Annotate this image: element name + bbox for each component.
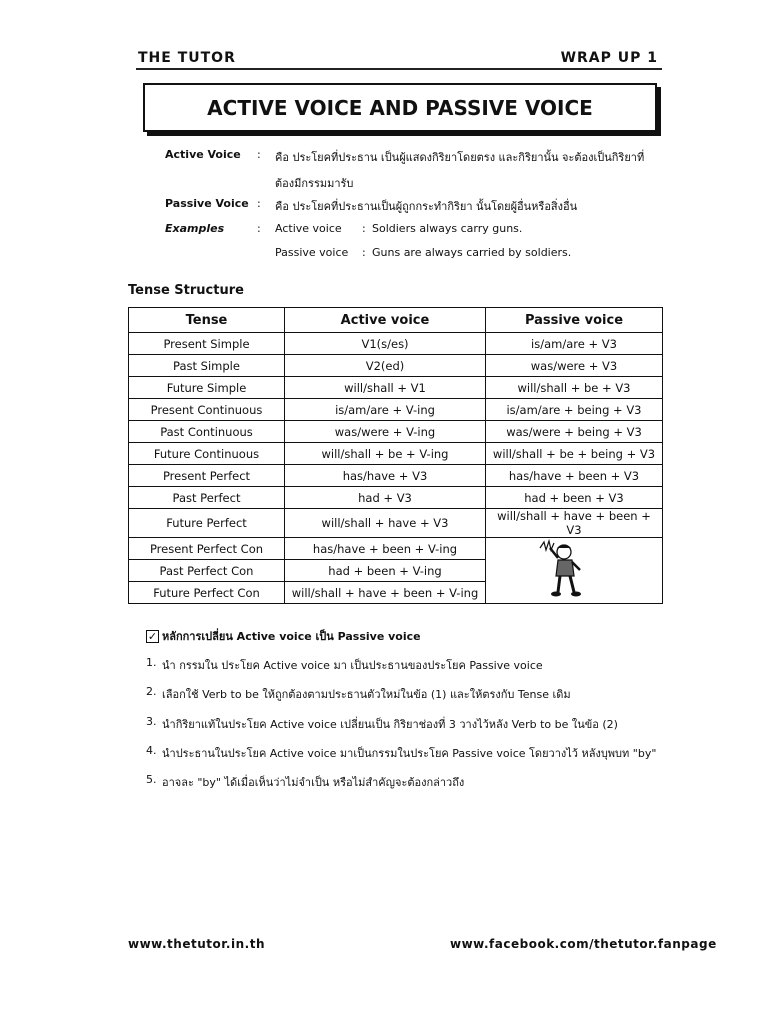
- cell-tense: Present Continuous: [129, 399, 285, 421]
- cell-active: is/am/are + V-ing: [285, 399, 486, 421]
- colon: :: [257, 197, 261, 210]
- step-text: นำประธานในประโยค Active voice มาเป็นกรรมในประโยค Passive voice โดยวางไว้ หลังบุพบท "by": [162, 747, 657, 760]
- cell-passive: will/shall + be + V3: [486, 377, 663, 399]
- step-number: 3.: [146, 715, 157, 728]
- cell-tense: Future Perfect Con: [129, 582, 285, 604]
- header-tense: Tense: [129, 308, 285, 333]
- cell-active: was/were + V-ing: [285, 421, 486, 443]
- cell-active: had + been + V-ing: [285, 560, 486, 582]
- table-row: [129, 399, 663, 421]
- step-text: เลือกใช้ Verb to be ให้ถูกต้องตามประธานตัวใหม่ในข้อ (1) และให้ตรงกับ Tense เดิม: [162, 688, 571, 701]
- cell-active: had + V3: [285, 487, 486, 509]
- table-row: [129, 421, 663, 443]
- step-number: 1.: [146, 656, 157, 669]
- table-row: [129, 465, 663, 487]
- cell-passive: was/were + V3: [486, 355, 663, 377]
- term-examples: Examples: [165, 222, 225, 235]
- step-text: นำ กรรมใน ประโยค Active voice มา เป็นประธานของประโยค Passive voice: [162, 659, 543, 672]
- table-header-row: [129, 308, 663, 333]
- desc-active-2: ต้องมีกรรมมารับ: [275, 177, 354, 190]
- steps-title: [146, 627, 421, 645]
- mascot-cell: [486, 538, 663, 604]
- table-row: [129, 377, 663, 399]
- cell-tense: Present Perfect Con: [129, 538, 285, 560]
- table-row: [129, 333, 663, 355]
- cell-tense: Past Perfect Con: [129, 560, 285, 582]
- table-row: [129, 443, 663, 465]
- cell-tense: Present Simple: [129, 333, 285, 355]
- header-active: Active voice: [285, 308, 486, 333]
- desc-active: คือ ประโยคที่ประธาน เป็นผู้แสดงกิริยาโดยตรง และกิริยานั้น จะต้องเป็นกิริยาที่: [275, 151, 645, 164]
- cell-passive: was/were + being + V3: [486, 421, 663, 443]
- tense-table: [128, 307, 663, 604]
- cell-active: will/shall + be + V-ing: [285, 443, 486, 465]
- table-row: [129, 487, 663, 509]
- step-text: อาจละ "by" ได้เมื่อเห็นว่าไม่จำเป็น หรือไม่สำคัญจะต้องกล่าวถึง: [162, 776, 465, 789]
- header-brand: THE TUTOR: [138, 50, 236, 66]
- colon: :: [257, 148, 261, 161]
- cell-passive: will/shall + be + being + V3: [486, 443, 663, 465]
- example-2-colon: :: [362, 246, 366, 259]
- mascot-illustration: [534, 538, 614, 600]
- cell-tense: Past Continuous: [129, 421, 285, 443]
- cell-tense: Past Perfect: [129, 487, 285, 509]
- cell-active: V2(ed): [285, 355, 486, 377]
- cell-active: will/shall + have + V3: [285, 509, 486, 538]
- cell-passive: is/am/are + being + V3: [486, 399, 663, 421]
- term-passive: Passive Voice: [165, 197, 249, 210]
- example-1-text: Soldiers always carry guns.: [372, 222, 523, 235]
- cell-tense: Present Perfect: [129, 465, 285, 487]
- step-text: นำกิริยาแท้ในประโยค Active voice เปลี่ยนเป็น กิริยาช่องที่ 3 วางไว้หลัง Verb to be ในข้อ (2): [162, 718, 618, 731]
- header-unit: WRAP UP 1: [560, 50, 658, 66]
- step-number: 5.: [146, 773, 157, 786]
- table-row: [129, 538, 663, 560]
- cell-passive: is/am/are + V3: [486, 333, 663, 355]
- cell-tense: Past Simple: [129, 355, 285, 377]
- steps-title-text: หลักการเปลี่ยน Active voice เป็น Passive voice: [162, 630, 421, 643]
- table-row: [129, 355, 663, 377]
- cell-active: will/shall + V1: [285, 377, 486, 399]
- term-active: Active Voice: [165, 148, 241, 161]
- step-number: 2.: [146, 685, 157, 698]
- page-title: ACTIVE VOICE AND PASSIVE VOICE: [207, 95, 593, 120]
- cell-tense: Future Simple: [129, 377, 285, 399]
- footer-facebook[interactable]: www.facebook.com/thetutor.fanpage: [450, 937, 717, 951]
- step-number: 4.: [146, 744, 157, 757]
- page-header: [136, 50, 662, 70]
- colon: :: [257, 222, 261, 235]
- cell-active: will/shall + have + been + V-ing: [285, 582, 486, 604]
- cell-tense: Future Perfect: [129, 509, 285, 538]
- footer-website[interactable]: www.thetutor.in.th: [128, 937, 265, 951]
- section-title: Tense Structure: [128, 283, 244, 298]
- example-2-text: Guns are always carried by soldiers.: [372, 246, 572, 259]
- example-1-colon: :: [362, 222, 366, 235]
- example-2-label: Passive voice: [275, 246, 349, 259]
- cell-tense: Future Continuous: [129, 443, 285, 465]
- desc-passive: คือ ประโยคที่ประธานเป็นผู้ถูกกระทำกิริยา นั้นโดยผู้อื่นหรือสิ่งอื่น: [275, 200, 578, 213]
- header-passive: Passive voice: [486, 308, 663, 333]
- table-row: [129, 509, 663, 538]
- cell-active: has/have + been + V-ing: [285, 538, 486, 560]
- cell-passive: had + been + V3: [486, 487, 663, 509]
- cell-passive: will/shall + have + been + V3: [486, 509, 663, 538]
- checkbox-icon: ✓: [147, 629, 158, 643]
- cell-passive: has/have + been + V3: [486, 465, 663, 487]
- cell-active: has/have + V3: [285, 465, 486, 487]
- example-1-label: Active voice: [275, 222, 342, 235]
- cell-active: V1(s/es): [285, 333, 486, 355]
- page-title-box: [143, 83, 657, 132]
